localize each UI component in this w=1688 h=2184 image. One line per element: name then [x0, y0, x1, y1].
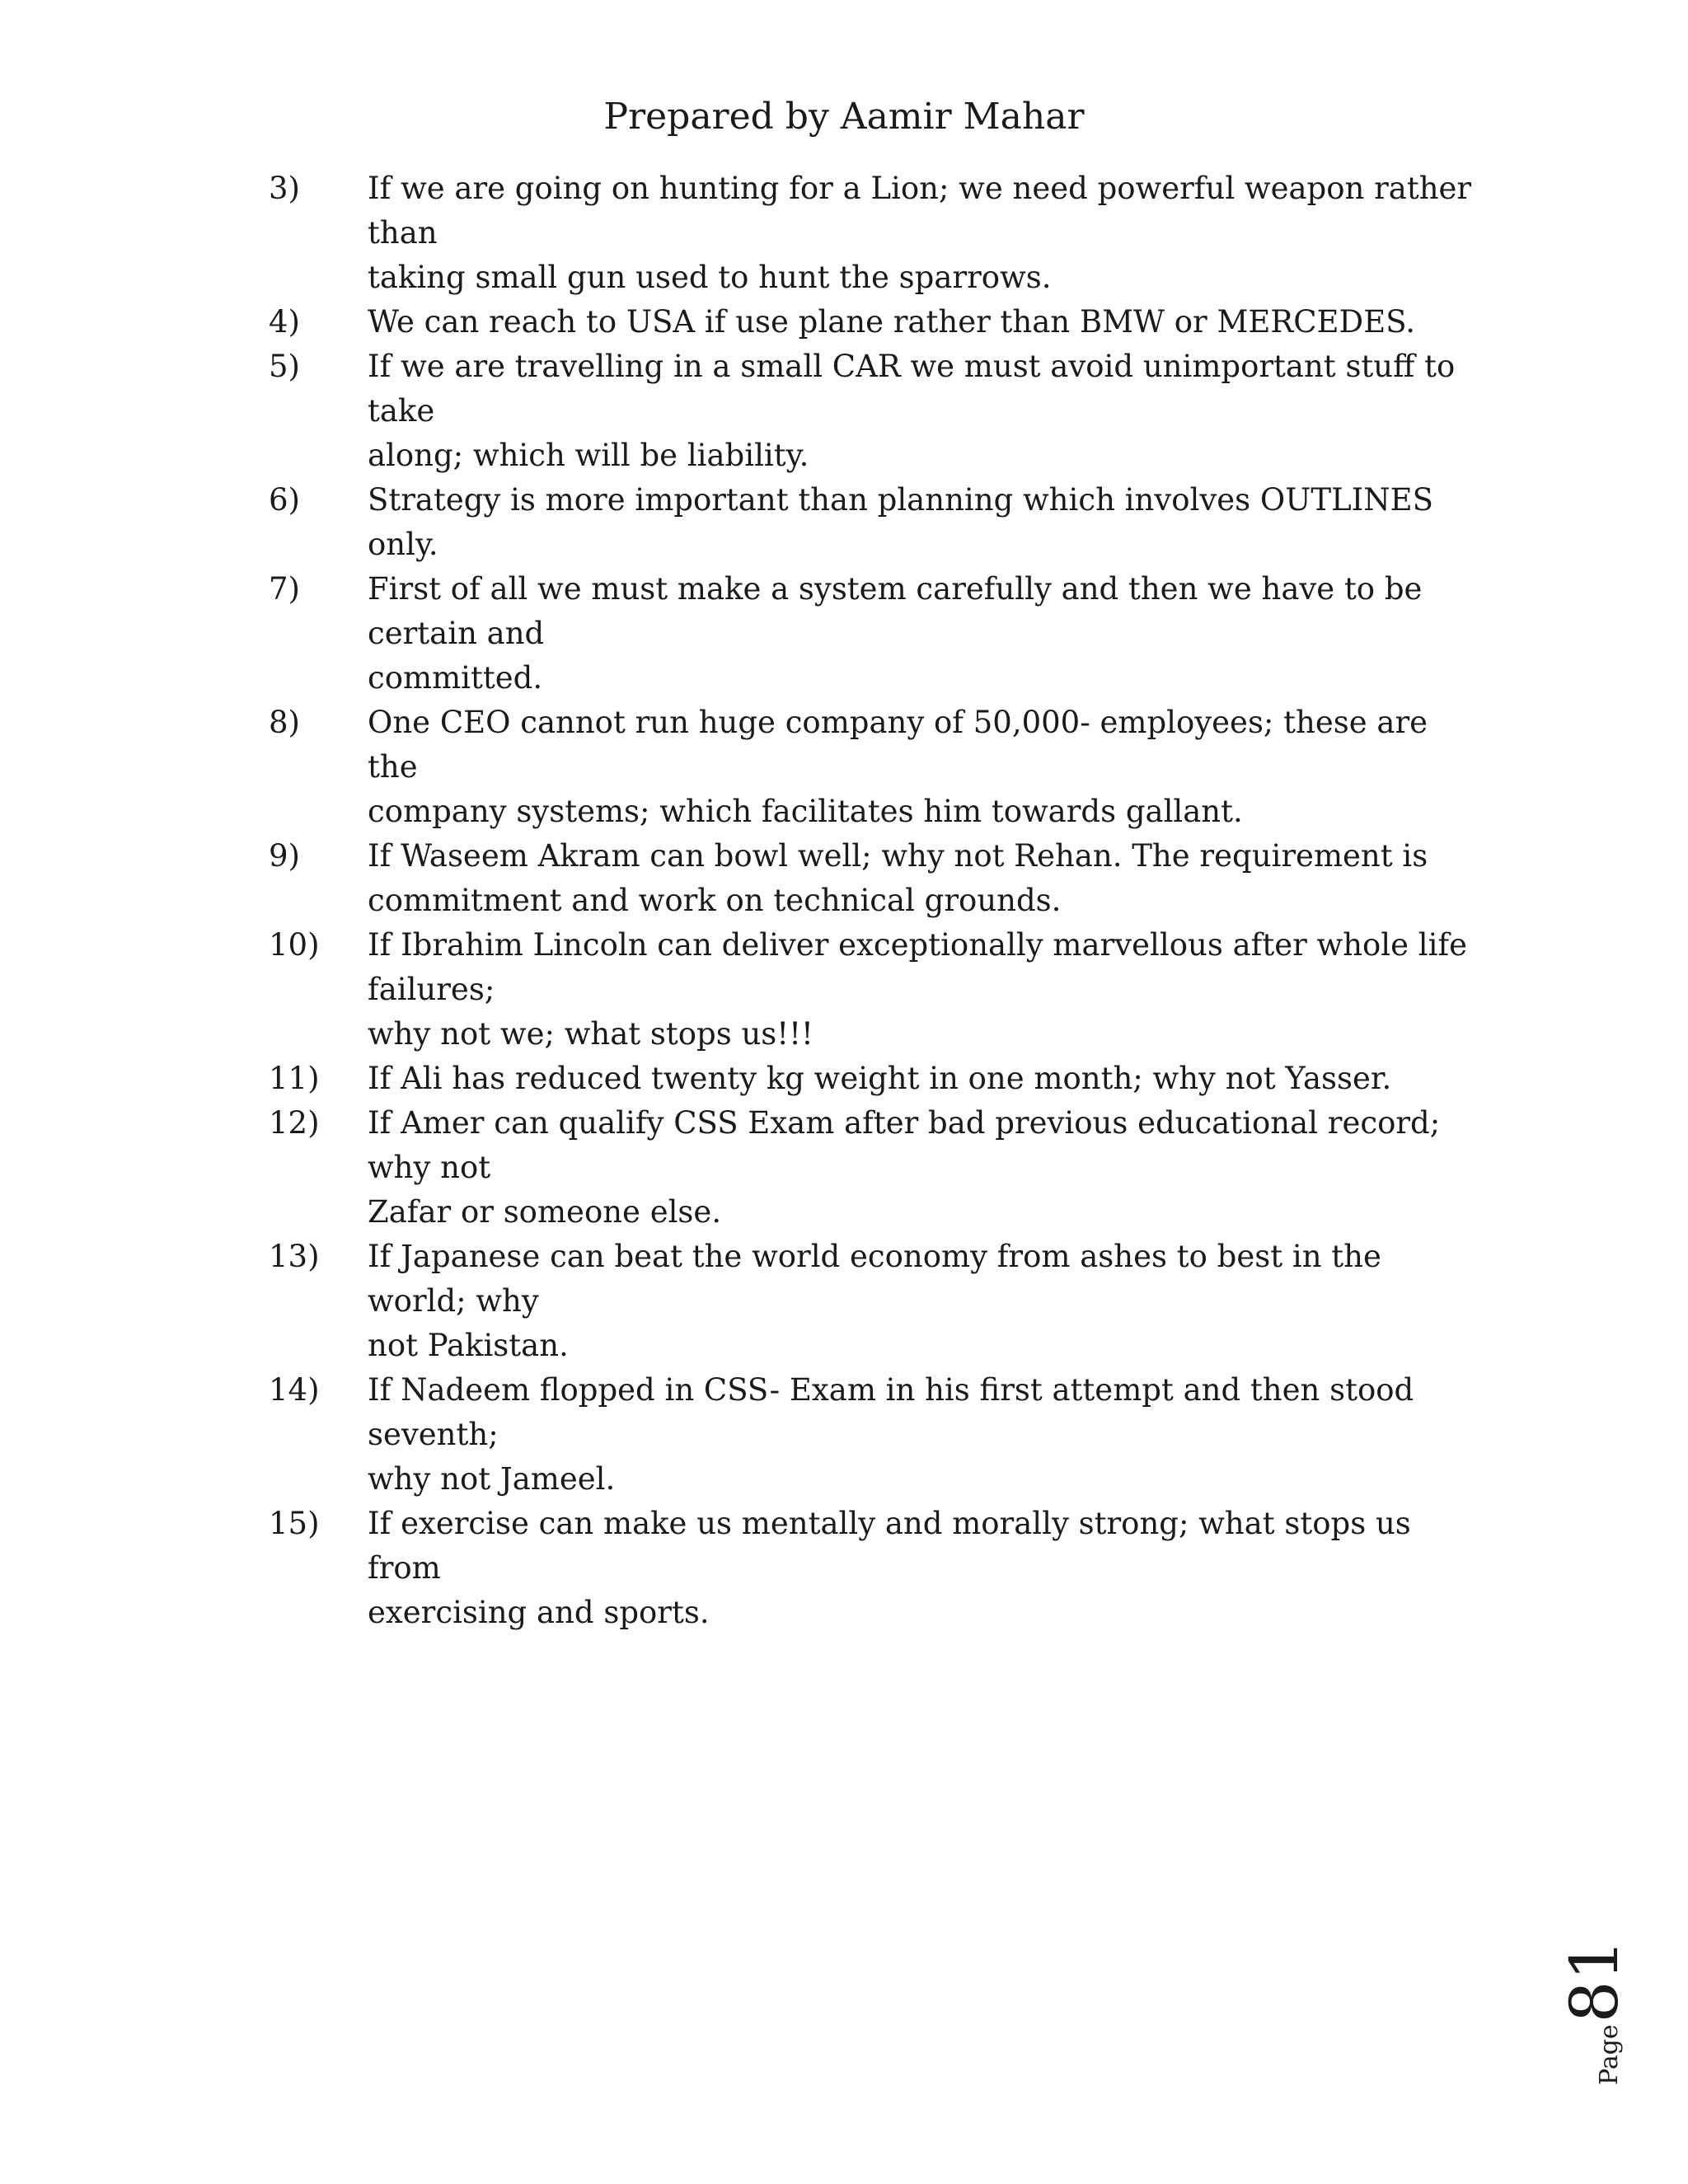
item-number — [269, 1457, 368, 1502]
item-text: commitment and work on technical grounds. — [368, 883, 1062, 918]
item-text: committed. — [368, 660, 543, 696]
item-text: If Ali has reduced twenty kg weight in one month; why not Yasser. — [368, 1061, 1392, 1096]
item-text: Zafar or someone else. — [368, 1194, 722, 1230]
item-text: along; which will be liability. — [368, 438, 809, 473]
list-line — [269, 1012, 1472, 1057]
item-text: If exercise can make us mentally and morally strong; what stops us from — [368, 1506, 1411, 1586]
item-text: We can reach to USA if use plane rather than BMW or MERCEDES. — [368, 304, 1416, 340]
list-line — [269, 478, 1472, 567]
item-number — [269, 656, 368, 701]
item-number: 13) — [269, 1239, 320, 1274]
list-line — [269, 567, 1472, 656]
item-text: If Nadeem flopped in CSS- Exam in his first attempt and then stood seventh; — [368, 1372, 1414, 1452]
item-text: company systems; which facilitates him towards gallant. — [368, 794, 1243, 829]
item-text: If we are travelling in a small CAR we must avoid unimportant stuff to take — [368, 349, 1456, 429]
list-line — [269, 300, 1472, 344]
item-text: exercising and sports. — [368, 1595, 710, 1630]
item-number — [269, 1190, 368, 1235]
item-text: If we are going on hunting for a Lion; we need powerful weapon rather than — [368, 171, 1472, 251]
list-line — [269, 166, 1472, 255]
item-number: 6) — [269, 482, 300, 518]
item-number — [269, 790, 368, 834]
list-line — [269, 656, 1472, 701]
item-text: First of all we must make a system carefully and then we have to be certain and — [368, 571, 1423, 651]
item-number: 10) — [269, 927, 320, 963]
item-number: 15) — [269, 1506, 320, 1541]
list-line — [269, 1057, 1472, 1101]
page-number-block — [1556, 1920, 1633, 2085]
list-line — [269, 255, 1472, 300]
item-number: 14) — [269, 1372, 320, 1408]
list-line — [269, 1591, 1472, 1635]
item-number — [269, 1591, 368, 1635]
list-line — [269, 1101, 1472, 1190]
item-number — [269, 1324, 368, 1368]
item-number — [269, 434, 368, 478]
item-number: 9) — [269, 838, 300, 874]
item-text: taking small gun used to hunt the sparrows. — [368, 260, 1052, 295]
item-text: If Japanese can beat the world economy from ashes to best in the world; why — [368, 1239, 1381, 1319]
item-text: If Waseem Akram can bowl well; why not Rehan. The requirement is — [368, 838, 1428, 874]
list-line — [269, 701, 1472, 790]
item-number: 8) — [269, 705, 300, 740]
list-line — [269, 834, 1472, 879]
item-number: 12) — [269, 1105, 320, 1141]
list-line — [269, 790, 1472, 834]
item-text: If Amer can qualify CSS Exam after bad previous educational record; why not — [368, 1105, 1441, 1185]
item-text: why not we; what stops us!!! — [368, 1016, 814, 1052]
item-text: Strategy is more important than planning which involves OUTLINES only. — [368, 482, 1433, 562]
item-number: 3) — [269, 171, 300, 206]
page-header: Prepared by Aamir Mahar — [603, 96, 1085, 138]
page-number: 81 — [1556, 1938, 1633, 2023]
list-line — [269, 1235, 1472, 1324]
item-number: 5) — [269, 349, 300, 384]
item-text: why not Jameel. — [368, 1461, 616, 1497]
page-label: Page — [1595, 2024, 1624, 2085]
list-line — [269, 1368, 1472, 1457]
list-line — [269, 344, 1472, 434]
item-number: 11) — [269, 1061, 320, 1096]
list-line — [269, 434, 1472, 478]
item-number: 4) — [269, 304, 300, 340]
numbered-list — [269, 166, 1472, 1635]
page-footer — [1556, 1920, 1633, 2085]
item-number — [269, 879, 368, 923]
item-number: 7) — [269, 571, 300, 607]
item-number — [269, 255, 368, 300]
item-text: If Ibrahim Lincoln can deliver exceptionally marvellous after whole life failures; — [368, 927, 1468, 1007]
item-text: not Pakistan. — [368, 1328, 569, 1363]
list-line — [269, 1457, 1472, 1502]
list-line — [269, 1324, 1472, 1368]
list-line — [269, 1190, 1472, 1235]
list-line — [269, 923, 1472, 1012]
item-number — [269, 1012, 368, 1057]
list-line — [269, 1502, 1472, 1591]
item-text: One CEO cannot run huge company of 50,000- employees; these are the — [368, 705, 1428, 785]
list-line — [269, 879, 1472, 923]
